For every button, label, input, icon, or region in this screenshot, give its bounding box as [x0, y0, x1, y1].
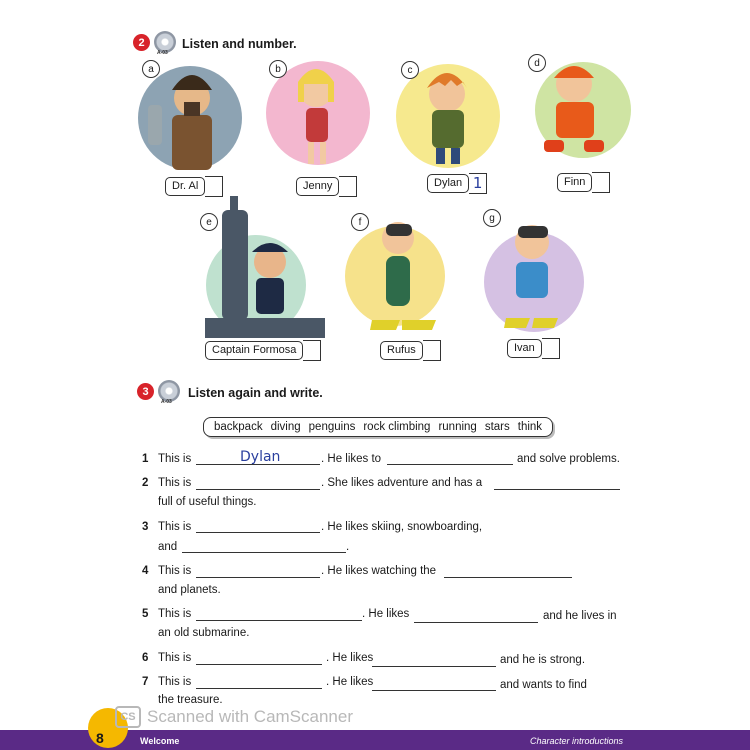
sentence-text: This is: [158, 608, 192, 620]
sentence-text: This is: [158, 652, 192, 664]
character-name: Jenny: [296, 177, 339, 196]
character-name: Finn: [557, 173, 592, 192]
footer-section-label: Welcome: [140, 736, 180, 746]
number-answer-box[interactable]: [542, 338, 560, 359]
sentence-text: . He likes skiing, snowboarding,: [321, 521, 483, 533]
sentence-number: 4: [142, 565, 149, 577]
answer-line[interactable]: [196, 532, 320, 533]
sentence-number: 2: [142, 477, 149, 489]
sentence-text: This is: [158, 477, 192, 489]
character-name: Ivan: [507, 339, 542, 358]
sentence-text: and planets.: [158, 584, 221, 596]
name-card-d: [557, 172, 610, 193]
sentence-text: This is: [158, 453, 192, 465]
sentence-text: and he is strong.: [500, 654, 586, 666]
exercise-3-number: 3: [137, 383, 154, 400]
footer-topic-label: Character introductions: [530, 736, 624, 746]
sentence-text: . He likes: [326, 652, 374, 664]
name-card-b: [296, 176, 357, 197]
word: backpack: [214, 421, 263, 433]
sentence-number: 1: [142, 453, 149, 465]
answer-line[interactable]: [196, 577, 320, 578]
letter-f: f: [351, 213, 369, 231]
sentence-text: an old submarine.: [158, 627, 250, 639]
sentence-text: .: [346, 541, 350, 553]
word: running: [438, 421, 477, 433]
letter-b: b: [269, 60, 287, 78]
sentence-text: . He likes: [326, 676, 374, 688]
word: stars: [484, 421, 510, 433]
number-answer-box[interactable]: [423, 340, 441, 361]
letter-c: c: [401, 61, 419, 79]
sentence-text: and wants to find: [500, 679, 587, 691]
answer-line[interactable]: [196, 664, 322, 665]
page-footer: [0, 703, 750, 750]
character-name: Rufus: [380, 341, 423, 360]
number-answer-box[interactable]: [303, 340, 321, 361]
number-answer-box[interactable]: 1: [469, 173, 487, 194]
word: diving: [270, 421, 301, 433]
sentence-text: . He likes watching the: [321, 565, 437, 577]
letter-a: a: [142, 60, 160, 78]
scanner-watermark: [115, 706, 353, 728]
sentence-text: . She likes adventure and has a: [321, 477, 483, 489]
name-card-e: [205, 340, 321, 361]
sentence-text: This is: [158, 565, 192, 577]
sentence-text: . He likes: [362, 608, 410, 620]
sentence-text: . He likes to: [321, 453, 382, 465]
character-name: Captain Formosa: [205, 341, 303, 360]
track-label: A-03: [161, 399, 172, 405]
character-name: Dr. Al: [165, 177, 205, 196]
answer-line[interactable]: [494, 489, 620, 490]
letter-e: e: [200, 213, 218, 231]
answer-line[interactable]: [372, 666, 496, 667]
word: rock climbing: [363, 421, 431, 433]
answer-line[interactable]: [444, 577, 572, 578]
page-number: 8: [96, 730, 104, 746]
sentence-number: 3: [142, 521, 149, 533]
answer-line[interactable]: [196, 688, 322, 689]
sentence-text: the treasure.: [158, 694, 223, 706]
number-answer-box[interactable]: [339, 176, 357, 197]
word: penguins: [308, 421, 356, 433]
word: think: [517, 421, 543, 433]
exercise-2-number: 2: [133, 34, 150, 51]
answer-line[interactable]: [372, 690, 496, 691]
name-card-c: [427, 173, 487, 194]
sentence-number: 5: [142, 608, 149, 620]
answer-line[interactable]: [414, 622, 538, 623]
sentence-text: This is: [158, 521, 192, 533]
character-name: Dylan: [427, 174, 469, 193]
answer-line[interactable]: [387, 464, 513, 465]
answer-line[interactable]: [196, 489, 320, 490]
letter-d: d: [528, 54, 546, 72]
sentence-text: and he lives in: [543, 610, 617, 622]
watermark-text: Scanned with CamScanner: [147, 707, 354, 726]
sentence-text: and: [158, 541, 178, 553]
track-label: A-03: [157, 50, 168, 56]
word-bank: [203, 417, 553, 437]
sentence-number: 7: [142, 676, 149, 688]
sentence-number: 6: [142, 652, 149, 664]
name-card-g: [507, 338, 560, 359]
sentence-text: and solve problems.: [517, 453, 620, 465]
letter-g: g: [483, 209, 501, 227]
handwritten-answer: Dylan: [240, 449, 281, 465]
sentence-text: This is: [158, 676, 192, 688]
answer-line[interactable]: [196, 620, 362, 621]
name-card-a: [165, 176, 223, 197]
exercise-2-title: Listen and number.: [182, 37, 297, 51]
sentence-text: full of useful things.: [158, 496, 257, 508]
number-answer-box[interactable]: [205, 176, 223, 197]
camscanner-logo-icon: CS: [115, 706, 141, 728]
answer-line[interactable]: [182, 552, 346, 553]
number-answer-box[interactable]: [592, 172, 610, 193]
name-card-f: [380, 340, 441, 361]
exercise-3-title: Listen again and write.: [188, 386, 323, 400]
